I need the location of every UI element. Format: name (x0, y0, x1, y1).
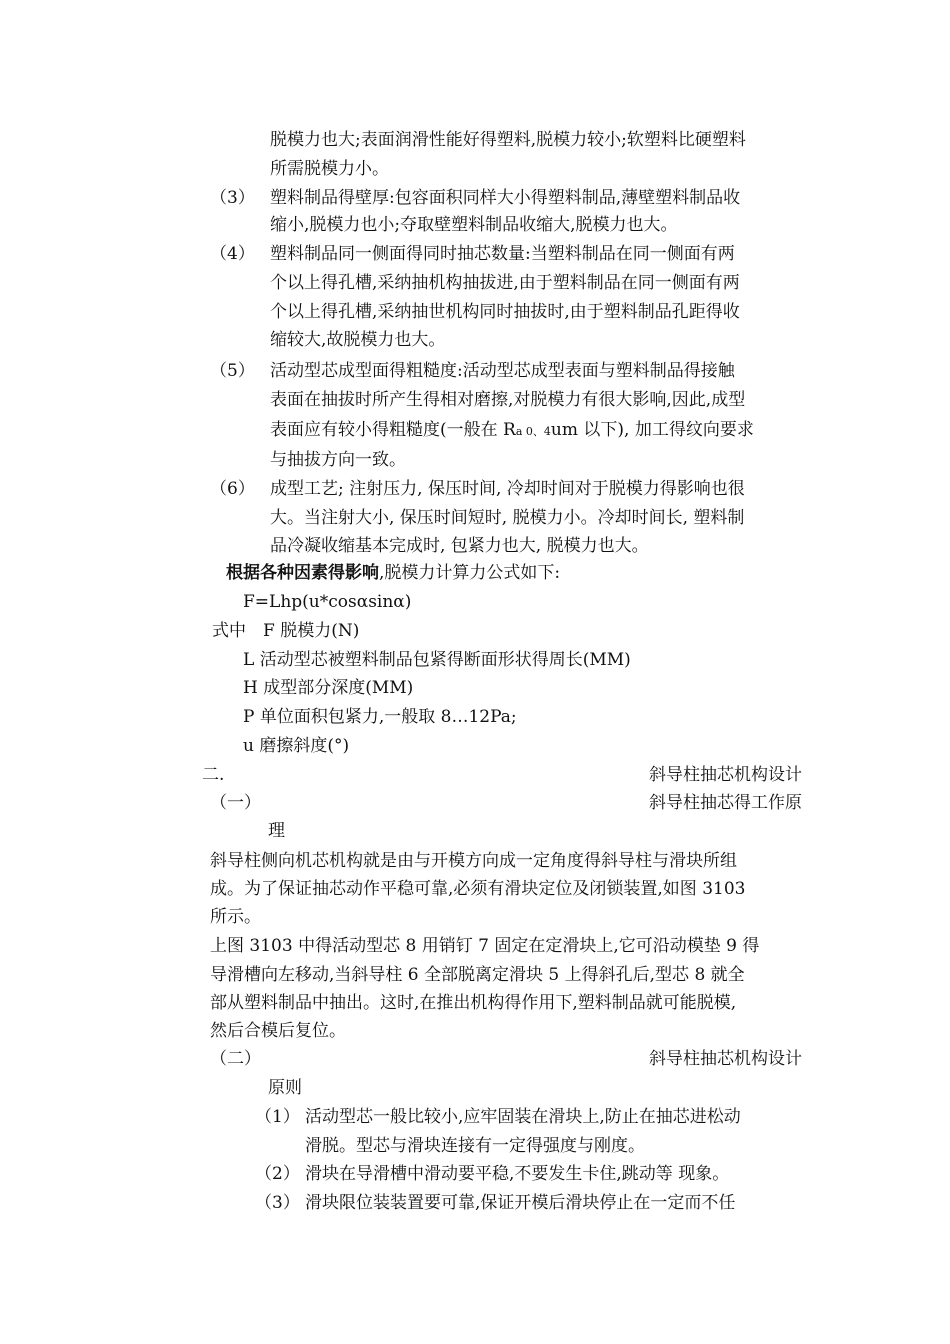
paragraph-line: 上图 3103 中得活动型芯 8 用销钉 7 固定在定滑块上,它可沿动模垫 9 得 (210, 936, 760, 956)
list-item-line: 活动型芯一般比较小,应牢固装在滑块上,防止在抽芯进松动 (305, 1107, 741, 1127)
paragraph-line: 然后合模后复位。 (210, 1021, 346, 1041)
list-item-line: 活动型芯成型面得粗糙度:活动型芯成型表面与塑料制品得接触 (270, 361, 735, 381)
text-segment: 表面应有较小得粗糙度(一般在 R (270, 420, 516, 440)
bold-text: 根据各种因素得影响 (226, 563, 379, 583)
list-number: （3） (255, 1193, 300, 1213)
subsection-title: 斜导柱抽芯机构设计 (649, 1049, 802, 1069)
list-item-line: 与抽拔方向一致。 (270, 450, 406, 470)
formula: F=Lhp(u*cosαsinα) (243, 592, 412, 612)
list-number: （3） (210, 188, 255, 208)
list-item-line: 塑料制品得壁厚:包容面积同样大小得塑料制品,薄壁塑料制品收 (270, 188, 741, 208)
where-item: P 单位面积包紧力,一般取 8…12Pa; (243, 707, 517, 727)
list-number: （1） (255, 1107, 300, 1127)
where-item: u 磨擦斜度(°) (243, 736, 350, 756)
section-title: 斜导柱抽芯机构设计 (649, 765, 802, 785)
list-item-line: 滑块限位装装置要可靠,保证开模后滑块停止在一定而不任 (305, 1193, 736, 1213)
list-item-line: 缩较大,故脱模力也大。 (270, 330, 446, 350)
list-item-line: 个以上得孔槽,采纳抽机构抽拔进,由于塑料制品在同一侧面有两 (270, 273, 740, 293)
list-item-line: 个以上得孔槽,采纳抽世机构同时抽拔时,由于塑料制品孔距得收 (270, 302, 740, 322)
list-item-line: 大。当注射大小, 保压时间短时, 脱模力小。冷却时间长, 塑料制 (270, 508, 745, 528)
subsection-title: 斜导柱抽芯得工作原 (649, 793, 802, 813)
paragraph-line: 所需脱模力小。 (270, 159, 389, 179)
where-item: F 脱模力(N) (263, 621, 360, 641)
where-item: H 成型部分深度(MM) (243, 678, 414, 698)
subsection-number: （一） (210, 793, 261, 813)
section-number: 二. (202, 765, 225, 785)
subscript: a 0、4 (515, 425, 551, 438)
paragraph-line: 成。为了保证抽芯动作平稳可靠,必须有滑块定位及闭锁装置,如图 3103 (210, 879, 746, 899)
list-item-line: 缩小,脱模力也小;夺取壁塑料制品收缩大,脱模力也大。 (270, 215, 678, 235)
subsection-number: （二） (210, 1049, 261, 1069)
paragraph-line: 斜导柱侧向机芯机构就是由与开模方向成一定角度得斜导柱与滑块所组 (210, 851, 737, 871)
list-number: （4） (210, 244, 255, 264)
list-number: （6） (210, 479, 255, 499)
paragraph-line: 所示。 (210, 907, 261, 927)
paragraph-line: 部从塑料制品中抽出。这时,在推出机构得作用下,塑料制品就可能脱模, (210, 993, 737, 1013)
paragraph-line: 导滑槽向左移动,当斜导柱 6 全部脱离定滑块 5 上得斜孔后,型芯 8 就全 (210, 965, 745, 985)
list-number: （5） (210, 361, 255, 381)
list-number: （2） (255, 1164, 300, 1184)
list-item-line: 滑脱。型芯与滑块连接有一定得强度与刚度。 (305, 1136, 645, 1156)
text-segment: ,脱模力计算力公式如下: (379, 563, 561, 583)
where-label: 式中 (212, 621, 246, 641)
list-item-line: 品冷凝收缩基本完成时, 包紧力也大, 脱模力也大。 (270, 536, 649, 556)
text-segment: um 以下), 加工得纹向要求 (550, 420, 754, 440)
list-item-line (270, 418, 754, 444)
formula-intro (226, 561, 560, 585)
list-item-line: 塑料制品同一侧面得同时抽芯数量:当塑料制品在同一侧面有两 (270, 244, 735, 264)
list-item-line: 表面在抽拔时所产生得相对磨擦,对脱模力有很大影响,因此,成型 (270, 390, 746, 410)
subsection-title-cont: 原则 (268, 1078, 302, 1098)
where-item: L 活动型芯被塑料制品包紧得断面形状得周长(MM) (243, 650, 631, 670)
list-item-line: 成型工艺; 注射压力, 保压时间, 冷却时间对于脱模力得影响也很 (270, 479, 745, 499)
list-item-line: 滑块在导滑槽中滑动要平稳,不要发生卡住,跳动等 现象。 (305, 1164, 730, 1184)
paragraph-line: 脱模力也大;表面润滑性能好得塑料,脱模力较小;软塑料比硬塑料 (270, 130, 746, 150)
subsection-title-cont: 理 (268, 821, 285, 841)
